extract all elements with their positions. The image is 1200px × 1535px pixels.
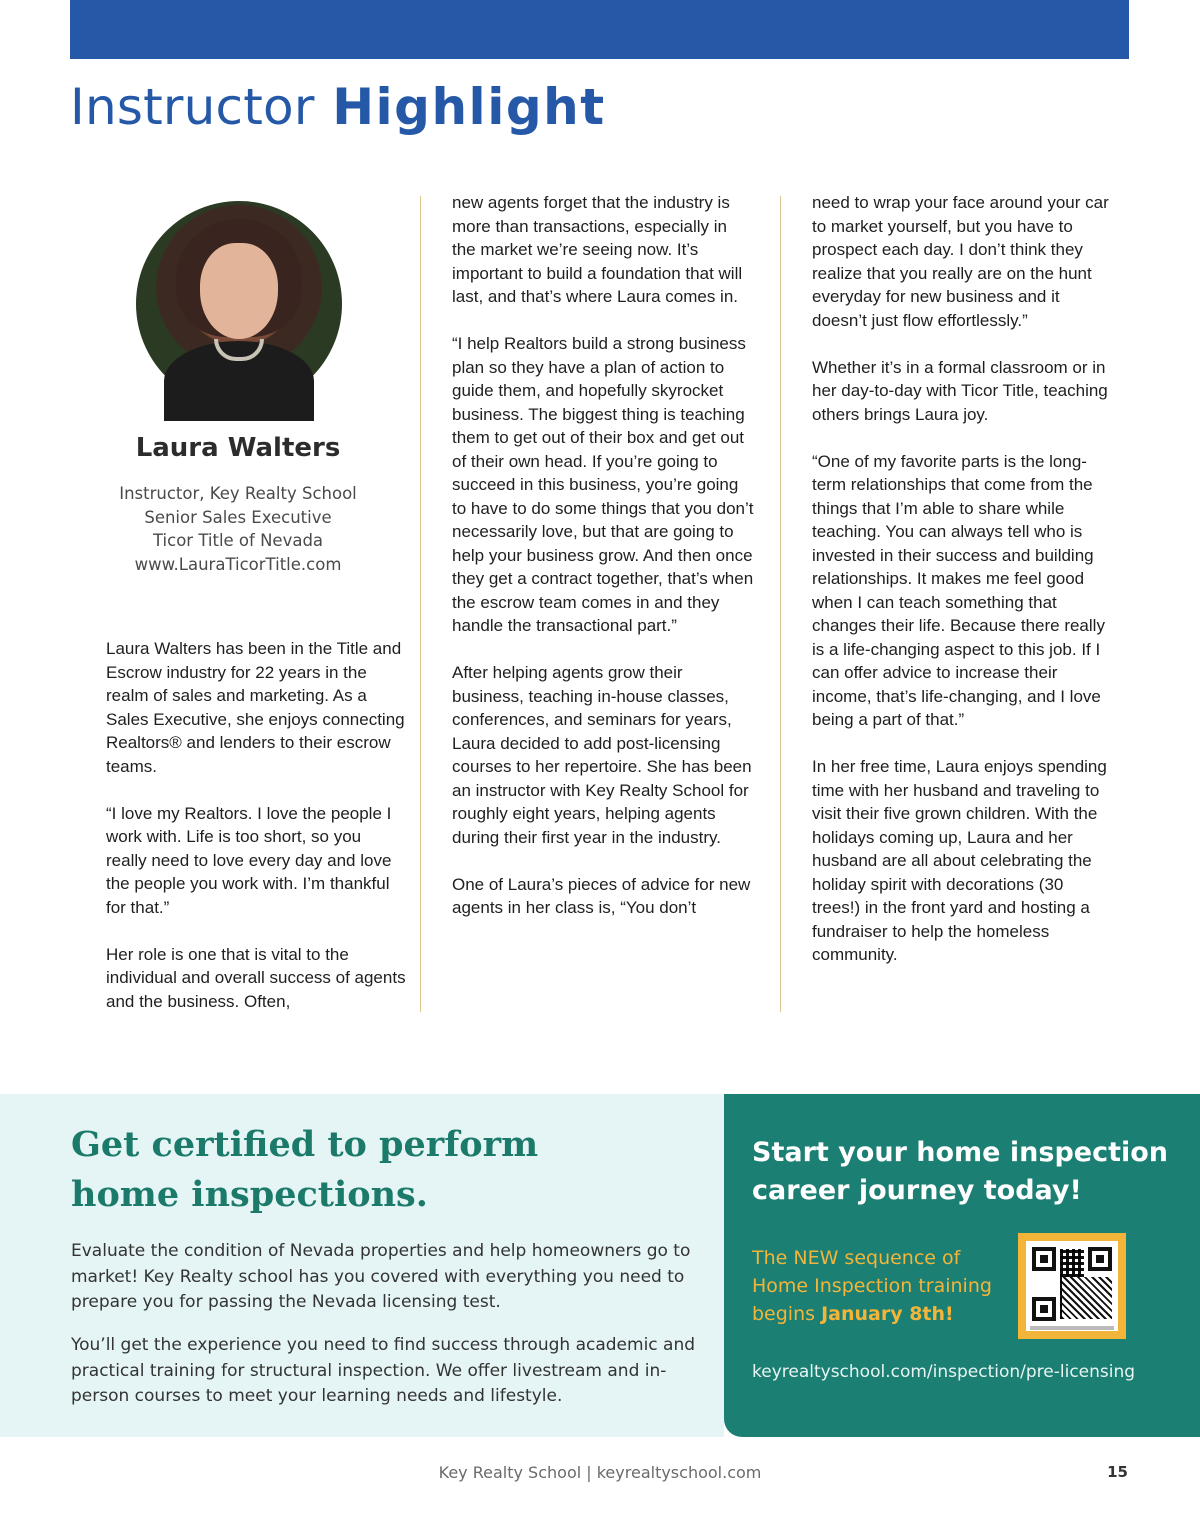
- qr-caption: [1030, 1326, 1114, 1330]
- article-paragraph: Laura Walters has been in the Title and Escrow industry for 22 years in the realm of sales and marketing. As a Sales Executive, she enjoys connecting Realtors® and lenders to their escrow teams.: [106, 639, 405, 776]
- qr-code-frame[interactable]: [1018, 1233, 1126, 1339]
- article-column-3: [812, 191, 1114, 967]
- qr-code-icon[interactable]: [1026, 1241, 1118, 1331]
- article-column-2: [452, 191, 754, 920]
- promo-paragraph: You’ll get the experience you need to find success through academic and practical training for structural inspection. We offer livestream and in-person courses to meet your learning needs and lifestyle.: [71, 1335, 696, 1406]
- page-number: 15: [1107, 1463, 1128, 1481]
- credential-website: www.LauraTicorTitle.com: [134, 554, 342, 574]
- cta-date-prefix: begins: [752, 1303, 816, 1325]
- article-paragraph: “I love my Realtors. I love the people I work with. Life is too short, so you really need to love every day and love the people you work with. I’m thankful for that.”: [106, 803, 392, 917]
- article-paragraph: new agents forget that the industry is more than transactions, especially in the market we’re seeing now. It’s important to build a foundation that will last, and that’s where Laura comes in.: [452, 193, 743, 306]
- page-title-light: Instructor: [70, 78, 315, 136]
- article-paragraph: “I help Realtors build a strong business plan so they have a plan of action to guide them, and hopefully skyrocket business. The biggest thing is teaching them to get out of their box and get out of their own head. If you’re going to succeed in this business, you’re going to have to do some things that you don’t necessarily love, but that are going to help your business grow. And then once they get a contract together, that’s when the escrow team comes in and they handle the transactional part.”: [452, 334, 754, 635]
- column-divider: [780, 196, 781, 1012]
- qr-finder-pattern: [1032, 1247, 1056, 1271]
- qr-finder-pattern: [1088, 1247, 1112, 1271]
- credential-line: Senior Sales Executive: [144, 507, 332, 527]
- article-paragraph: In her free time, Laura enjoys spending time with her husband and traveling to visit their five grown children. With the holidays coming up, Laura and her husband are all about celebrating the holiday spirit with decorations (30 trees!) in the front yard and hosting a fundraiser to help the homeless community.: [812, 757, 1107, 964]
- article-paragraph: need to wrap your face around your car to market yourself, but you have to prospect each day. I don’t think they realize that you really are on the hunt everyday for new business and it doesn’t just flow effortlessly.”: [812, 193, 1109, 330]
- cta-announcement-line: [752, 1300, 1012, 1328]
- cta-heading-line: career journey today!: [752, 1175, 1082, 1206]
- article-column-1: [106, 637, 406, 1013]
- cta-announcement-line: The NEW sequence of: [752, 1247, 961, 1269]
- article-paragraph: One of Laura’s pieces of advice for new agents in her class is, “You don’t: [452, 874, 751, 917]
- page-title-bold: Highlight: [332, 78, 606, 136]
- article-paragraph: After helping agents grow their business, teaching in-house classes, conferences, and seminars for years, Laura decided to add post-licensing courses to her repertoire. She has been an instructor with Key Realty School for roughly eight years, helping agents during their first year in the industry.: [452, 663, 752, 847]
- cta-heading-line: Start your home inspection: [752, 1137, 1169, 1168]
- cta-announcement: [752, 1244, 1012, 1328]
- portrait-face: [200, 243, 278, 339]
- instructor-portrait: [136, 201, 342, 407]
- instructor-credentials: [70, 482, 406, 576]
- cta-link[interactable]: keyrealtyschool.com/inspection/pre-licensing: [752, 1362, 1136, 1382]
- cta-start-date: January 8th!: [821, 1303, 954, 1325]
- promo-heading: [71, 1120, 631, 1220]
- promo-heading-line: home inspections.: [71, 1174, 428, 1215]
- instructor-name: Laura Walters: [135, 433, 341, 463]
- cta-announcement-line: Home Inspection training: [752, 1275, 992, 1297]
- article-paragraph: Whether it’s in a formal classroom or in her day-to-day with Ticor Title, teaching others brings Laura joy.: [812, 357, 1108, 424]
- cta-heading: [752, 1134, 1172, 1210]
- credential-line: Instructor, Key Realty School: [119, 484, 357, 503]
- promo-paragraph: Evaluate the condition of Nevada properties and help homeowners go to market! Key Realty school has you covered with everything you need to prepare you for passing the Nevada licensing test.: [71, 1241, 691, 1312]
- column-divider: [420, 196, 421, 1012]
- top-color-bar: [70, 0, 1129, 59]
- qr-modules: [1062, 1277, 1112, 1319]
- credential-line: Ticor Title of Nevada: [152, 531, 324, 550]
- page-title: [70, 78, 606, 136]
- qr-finder-pattern: [1032, 1297, 1056, 1321]
- article-paragraph: Her role is one that is vital to the individual and overall success of agents and the business. Often,: [106, 944, 406, 1011]
- promo-heading-line: Get certified to perform: [71, 1124, 539, 1165]
- article-paragraph: “One of my favorite parts is the long-term relationships that come from the things that I’m able to share while teaching. You can always tell who is invested in their success and building relationships. It makes me feel good when I can teach something that changes their life. Because there really is a life-changing aspect to this job. If I can offer advice to increase their income, that’s life-changing, and I love being a part of that.”: [812, 451, 1105, 729]
- footer-text: Key Realty School | keyrealtyschool.com: [438, 1463, 762, 1482]
